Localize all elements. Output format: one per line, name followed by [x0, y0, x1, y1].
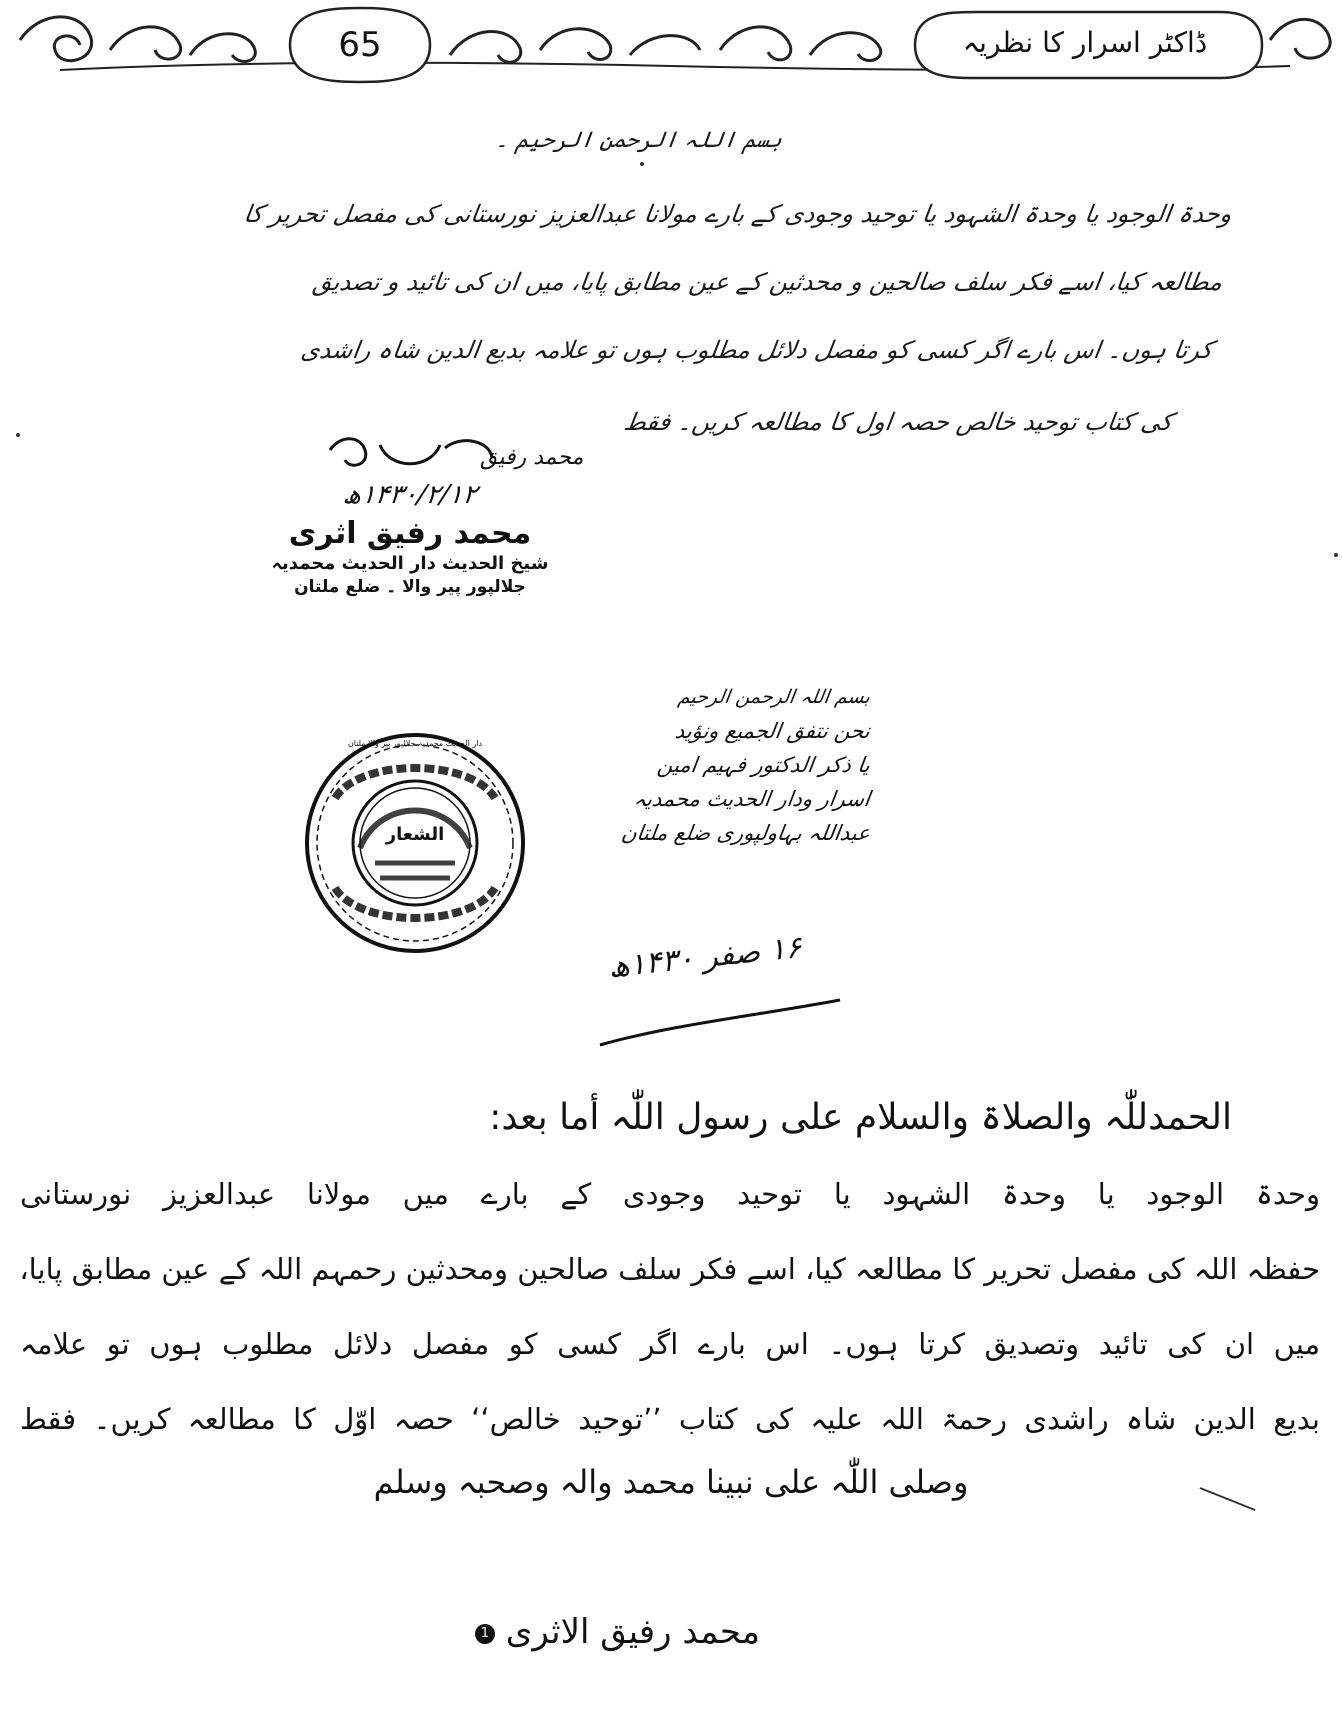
arabic-opening-heading: الحمدللّٰہ والصلاۃ والسلام علی رسول اللّٰہ أما بعد:: [489, 1097, 1232, 1138]
endorsement-text: [560, 680, 870, 850]
page-header: [0, 0, 1342, 100]
footnote-marker: 1: [475, 1624, 495, 1644]
stamp-line: جلالپور پیر والا ۔ ضلع ملتان: [294, 577, 526, 597]
page-number: 65: [338, 25, 382, 65]
handwritten-line: کی کتاب توحید خالص حصہ اول کا مطالعہ کریں۔ فقط: [621, 408, 1174, 436]
endorsement-line: اسرار ودار الحدیث محمدیہ: [632, 787, 872, 811]
author-signature: [440, 1612, 760, 1652]
running-title: ڈاکٹر اسرار کا نظریہ: [962, 26, 1208, 59]
stamp-date: ۱۴۳۰/۲/۱۲ھ: [341, 480, 479, 510]
signature-name: محمد رفیق الاثری: [505, 1612, 760, 1652]
handwritten-line: مطالعہ کیا، اسے فکر سلف صالحین و محدثین کے عین مطابق پایا، میں ان کی تائید و تصدیق: [310, 268, 1224, 296]
stamp-line: شیخ الحدیث دار الحدیث محمدیہ: [271, 553, 549, 574]
paragraph-line: وحدۃ الوجود یا وحدۃ الشہود یا توحید وجودی کے بارے میں مولانا عبدالعزیز نورستانی: [20, 1177, 1320, 1211]
paragraph-line: حفظہ اللہ کی مفصل تحریر کا مطالعہ کیا، اسے فکر سلف صالحین ومحدثین رحمہم اللہ کے عین مطابق پایا،: [19, 1252, 1320, 1286]
scan-speck: [1334, 553, 1338, 557]
endorsement-line: نحن نتفق الجمیع ونؤید: [673, 719, 872, 743]
handwritten-line: کرتا ہوں۔ اس بارے اگر کسی کو مفصل دلائل مطلوب ہوں تو علامہ بدیع الدین شاہ راشدی: [298, 336, 1214, 364]
stamp-name: محمد رفیق اثری: [288, 516, 532, 551]
handwritten-line: وحدۃ الوجود یا وحدۃ الشہود یا توحید وجودی کے بارے مولانا عبدالعزیز نورستانی کی مفصل تحریر کا: [242, 200, 1234, 228]
signature-scribble: [320, 430, 500, 485]
paragraph-line: میں ان کی تائید وتصدیق کرتا ہوں۔ اس بارے اگر کسی کو مفصل دلائل مطلوب ہوں تو علامہ: [20, 1327, 1320, 1361]
endorsement-line: یا ذکر الدکتور فہیم امین: [655, 753, 872, 777]
endorsement-line: عبداللہ بہاولپوری ضلع ملتان: [619, 821, 872, 845]
date-underline-stroke: [590, 995, 850, 1055]
margin-mark: [1195, 1480, 1265, 1520]
scan-speck: [16, 433, 20, 437]
personal-stamp: [230, 480, 590, 597]
endorsement-line: بسم اللہ الرحمن الرحیم: [676, 686, 872, 708]
closing-salutation: وصلی اللّٰہ علی نبینا محمد والہ وصحبہ وسلم: [373, 1463, 969, 1501]
handwritten-bismillah: بسم اللہ الرحمن الرحیم ۔: [494, 128, 784, 153]
handwritten-signature-text: محمد رفیق: [480, 445, 584, 470]
endorsement-date: ۱۶ صفر ۱۴۳۰ھ: [606, 929, 804, 986]
scan-speck: [640, 162, 644, 166]
paragraph-line: بدیع الدین شاہ راشدی رحمۃ اللہ علیہ کی کتاب ’’توحید خالص‘‘ حصہ اوّل کا مطالعہ کریں۔ فقط: [20, 1402, 1320, 1436]
seal-outer-text: دار الحدیث محمدیہ جلالپور پیر والا ملتان: [347, 739, 483, 748]
official-seal-icon: [300, 728, 530, 958]
seal-inner-text: الشعار: [385, 824, 445, 845]
